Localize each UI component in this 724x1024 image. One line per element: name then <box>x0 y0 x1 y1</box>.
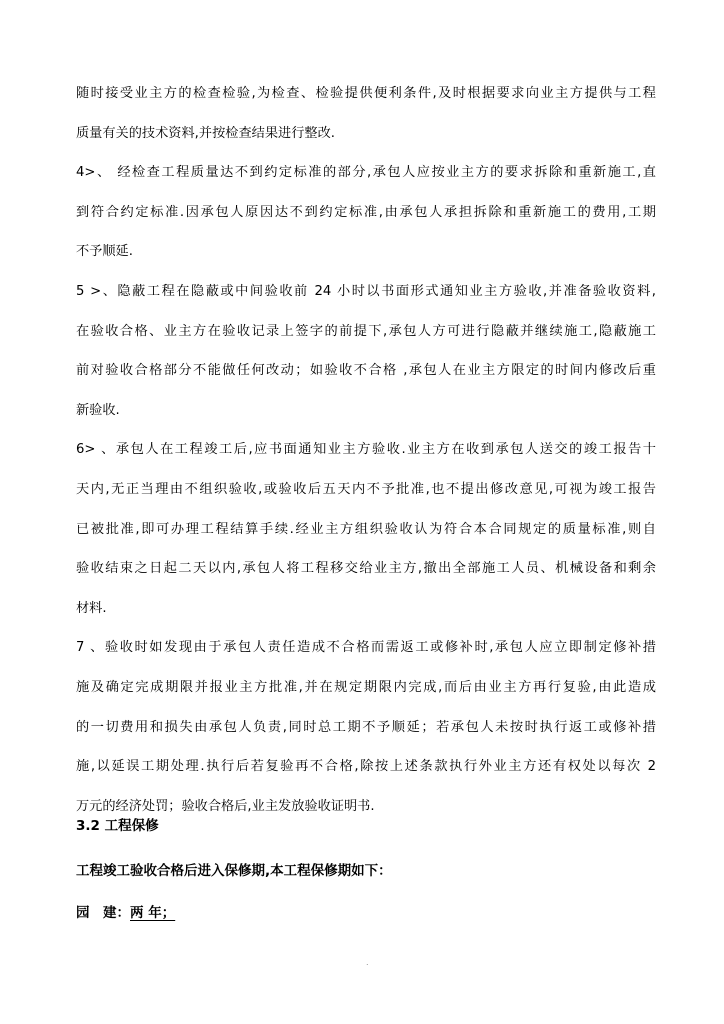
paragraph-line: 6> 、承包人在工程竣工后,应书面通知业主方验收.业主方在收到承包人送交的竣工报告十 <box>76 442 656 458</box>
body-text <box>76 79 656 831</box>
paragraph-line: 施及确定完成期限并报业主方批准,并在规定期限内完成,而后由业主方再行复验,由此造成 <box>76 679 656 695</box>
paragraph-line: 前对验收合格部分不能做任何改动；如验收不合格 ,承包人在业主方限定的时间内修改后重 <box>76 363 656 379</box>
warranty-item-label: 园 建： <box>76 905 130 921</box>
paragraph-line: 到符合约定标准.因承包人原因达不到约定标准,由承包人承担拆除和重新施工的费用,工期 <box>76 204 656 220</box>
paragraph-line: 万元的经济处罚；验收合格后,业主发放验收证明书. <box>76 798 375 814</box>
paragraph-line: 随时接受业主方的检查检验,为检查、检验提供便利条件,及时根据要求向业主方提供与工程 <box>76 86 656 101</box>
paragraph-line: 天内,无正当理由不组织验收,或验收后五天内不予批准,也不提出修改意见,可视为竣工报告 <box>76 481 656 497</box>
footer-mark: . <box>366 958 369 967</box>
paragraph-line: 施,以延误工期处理.执行后若复验再不合格,除按上述条款执行外业主方还有权处以每次 2 <box>76 759 656 775</box>
paragraph-line: 7 、验收时如发现由于承包人责任造成不合格而需返工或修补时,承包人应立即制定修补措 <box>76 640 656 656</box>
paragraph-line: 新验收. <box>76 402 120 418</box>
warranty-intro: 工程竣工验收合格后进入保修期,本工程保修期如下： <box>76 863 392 879</box>
paragraph-line: 5 >、隐蔽工程在隐蔽或中间验收前 24 小时以书面形式通知业主方验收,并准备验收资料, <box>76 283 656 299</box>
section-heading: 3.2 工程保修 <box>76 818 159 834</box>
paragraph-line: 不予顺延. <box>76 244 133 260</box>
warranty-item <box>76 898 175 928</box>
paragraph-line: 在验收合格、业主方在验收记录上签字的前提下,承包人方可进行隐蔽并继续施工,隐蔽施工 <box>76 323 656 339</box>
paragraph-line: 的一切费用和损失由承包人负责,同时总工期不予顺延；若承包人未按时执行返工或修补措 <box>76 719 656 735</box>
paragraph-line: 4>、 经检查工程质量达不到约定标准的部分,承包人应按业主方的要求拆除和重新施工,直 <box>76 165 656 181</box>
warranty-item-value: 两 年； <box>130 905 176 921</box>
paragraph-line: 已被批准,即可办理工程结算手续.经业主方组织验收认为符合本合同规定的质量标准,则自 <box>76 521 656 537</box>
paragraph-line: 材料. <box>76 600 107 616</box>
paragraph-line: 验收结束之日起二天以内,承包人将工程移交给业主方,撤出全部施工人员、机械设备和剩余 <box>76 561 656 577</box>
paragraph-line: 质量有关的技术资料,并按检查结果进行整改. <box>76 125 335 141</box>
